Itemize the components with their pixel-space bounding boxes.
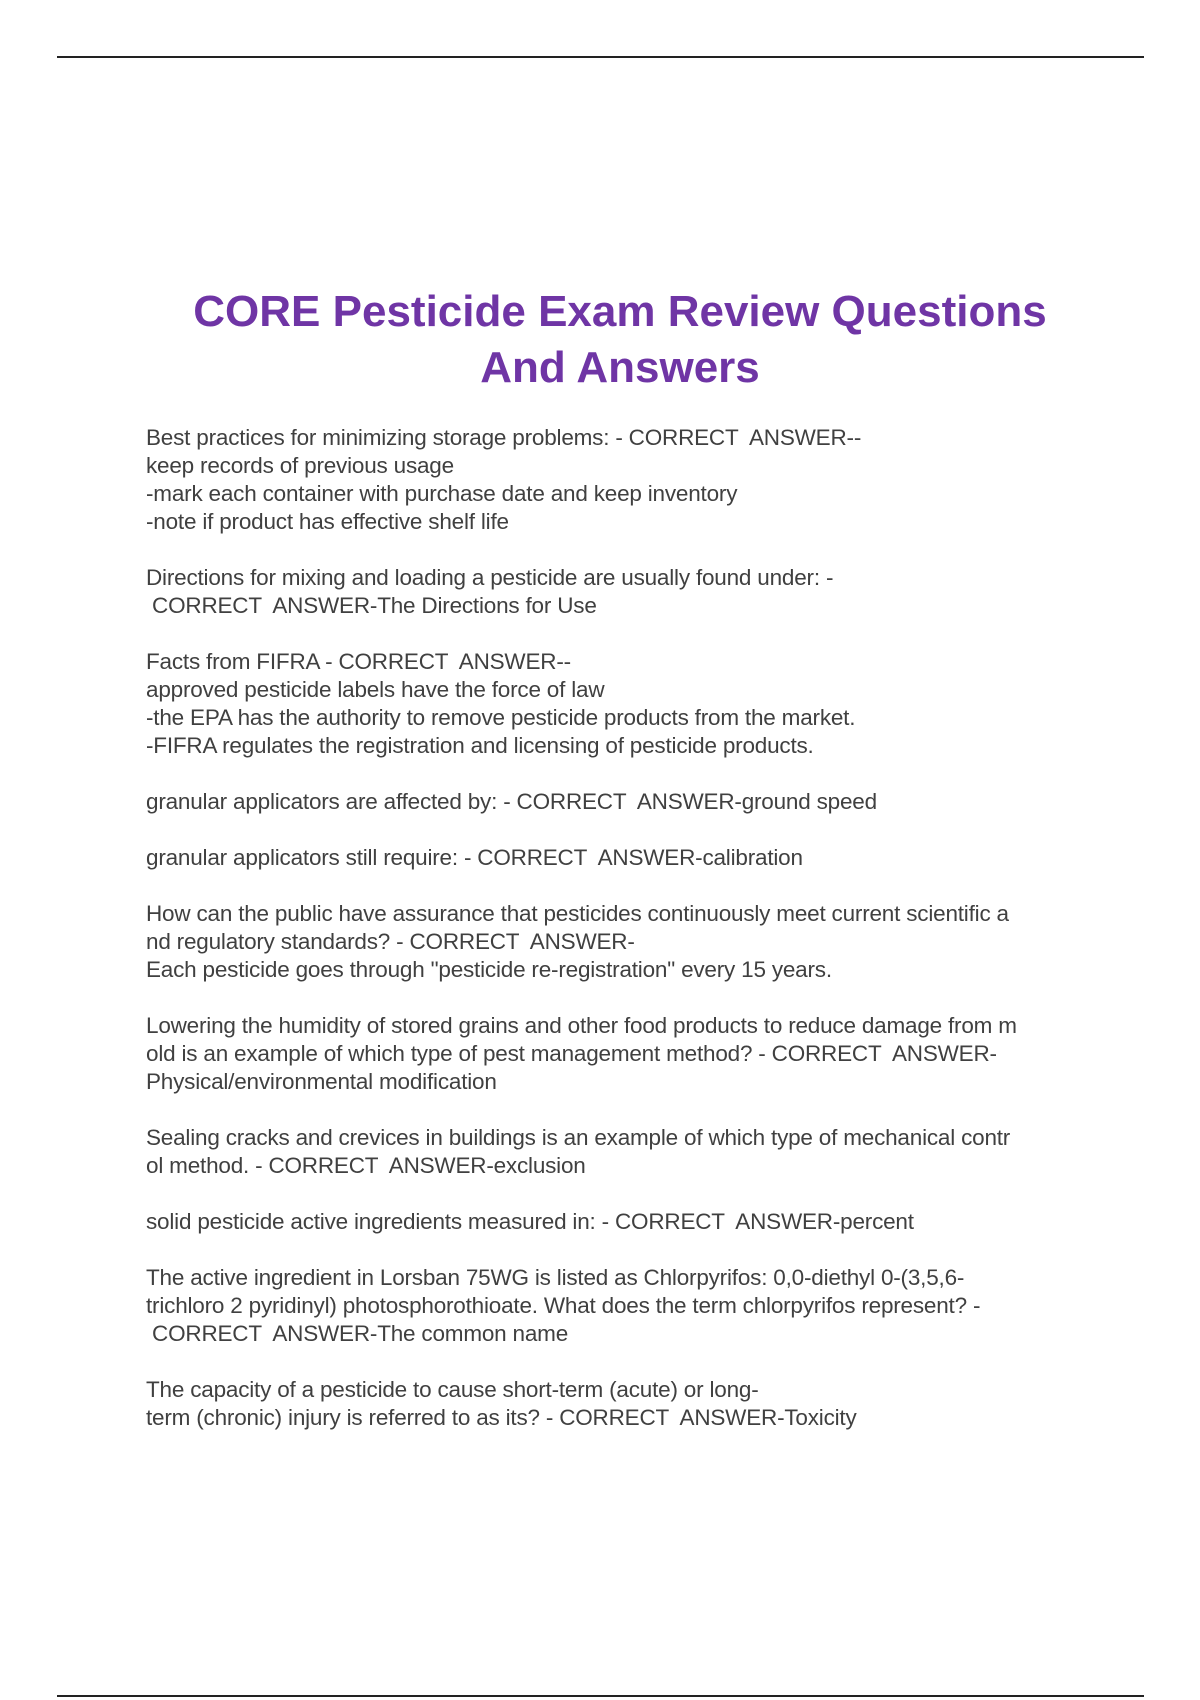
qa-item [146,1208,1096,1236]
qa-line: term (chronic) injury is referred to as its? - CORRECT ANSWER-Toxicity [146,1405,857,1430]
qa-item [146,1012,1096,1096]
qa-line: Facts from FIFRA - CORRECT ANSWER-- [146,649,571,674]
qa-line: -mark each container with purchase date and keep inventory [146,481,738,506]
title-line: And Answers [480,343,760,392]
qa-list [146,424,1096,1460]
qa-item [146,564,1096,620]
qa-item [146,900,1096,984]
qa-line: CORRECT ANSWER-The common name [146,1321,569,1346]
qa-item [146,648,1096,760]
qa-line: Directions for mixing and loading a pesticide are usually found under: - [146,565,834,590]
qa-line: ol method. - CORRECT ANSWER-exclusion [146,1153,586,1178]
qa-line: The capacity of a pesticide to cause short-term (acute) or long- [146,1377,759,1402]
qa-line: -the EPA has the authority to remove pesticide products from the market. [146,705,856,730]
qa-item [146,788,1096,816]
qa-item [146,1376,1096,1432]
qa-line: keep records of previous usage [146,453,454,478]
qa-item [146,424,1096,536]
qa-line: -FIFRA regulates the registration and licensing of pesticide products. [146,733,814,758]
qa-line: granular applicators are affected by: - CORRECT ANSWER-ground speed [146,789,877,814]
qa-line: Sealing cracks and crevices in buildings is an example of which type of mechanical contr [146,1125,1011,1150]
qa-line: approved pesticide labels have the force of law [146,677,605,702]
qa-item [146,844,1096,872]
top-divider [57,56,1144,58]
qa-line: The active ingredient in Lorsban 75WG is listed as Chlorpyrifos: 0,0-diethyl 0-(3,5,6- [146,1265,965,1290]
qa-line: Physical/environmental modification [146,1069,497,1094]
page-title [80,284,1160,396]
qa-line: trichloro 2 pyridinyl) photosphorothioate. What does the term chlorpyrifos represent? - [146,1293,981,1318]
qa-line: Best practices for minimizing storage problems: - CORRECT ANSWER-- [146,425,862,450]
qa-line: Each pesticide goes through "pesticide re-registration" every 15 years. [146,957,832,982]
bottom-divider [57,1695,1144,1697]
qa-line: Lowering the humidity of stored grains and other food products to reduce damage from m [146,1013,1017,1038]
qa-line: granular applicators still require: - CORRECT ANSWER-calibration [146,845,803,870]
qa-line: CORRECT ANSWER-The Directions for Use [146,593,597,618]
qa-item [146,1264,1096,1348]
qa-line: old is an example of which type of pest management method? - CORRECT ANSWER- [146,1041,997,1066]
qa-line: How can the public have assurance that pesticides continuously meet current scientific a [146,901,1009,926]
qa-line: solid pesticide active ingredients measured in: - CORRECT ANSWER-percent [146,1209,914,1234]
qa-line: -note if product has effective shelf life [146,509,509,534]
qa-line: nd regulatory standards? - CORRECT ANSWER- [146,929,635,954]
qa-item [146,1124,1096,1180]
title-line: CORE Pesticide Exam Review Questions [193,287,1047,336]
